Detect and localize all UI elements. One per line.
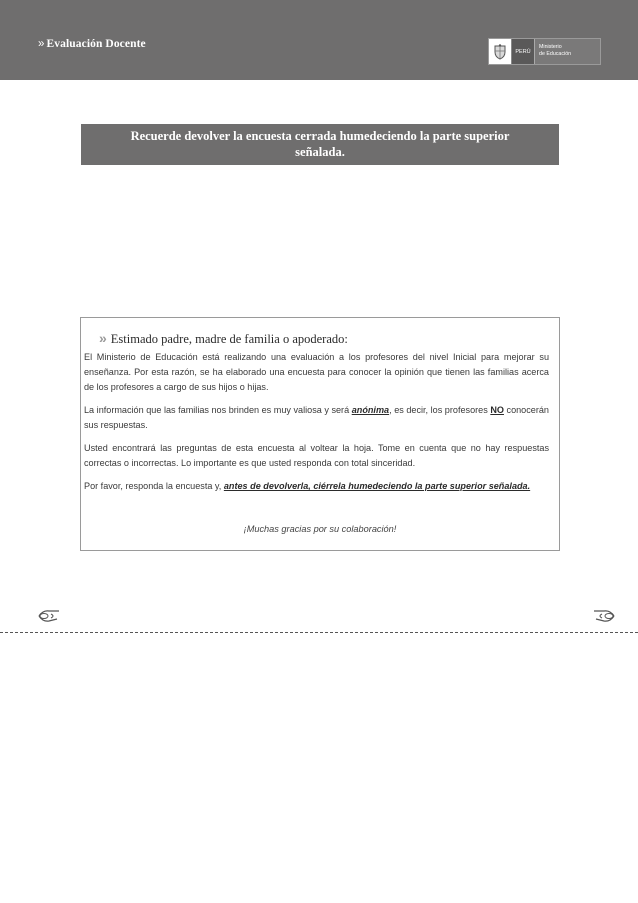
section-title-text: Evaluación Docente — [46, 38, 146, 50]
text-segment: Por favor, responda la encuesta y, — [84, 481, 224, 491]
notice-line-1: Recuerde devolver la encuesta cerrada humedeciendo la parte superior — [130, 129, 510, 143]
no-emphasis: NO — [490, 405, 504, 415]
scissors-icon — [37, 607, 61, 625]
coat-of-arms-icon — [489, 39, 511, 64]
country-label: PERÚ — [511, 39, 534, 64]
ministry-logo — [488, 38, 601, 65]
return-emphasis: antes de devolverla, ciérrela humedeciendo la parte superior señalada. — [223, 481, 531, 491]
paragraph-intro: El Ministerio de Educación está realizando una evaluación a los profesores del nivel Inicial para mejorar su enseñanza. Por esta razón, se ha elaborado una encuesta para conocer la opinión que tienen las familias acerca de los profesores a cargo de sus hijos o hijas. — [84, 352, 549, 392]
letter-box — [80, 317, 560, 551]
thanks-line: ¡Muchas gracias por su colaboración! — [243, 524, 397, 534]
letter-heading — [99, 330, 348, 347]
text-segment: conocerán sus respuestas. — [84, 405, 549, 430]
scissors-icon — [592, 607, 616, 625]
anonymous-emphasis: anónima — [351, 405, 390, 415]
cut-line — [0, 632, 638, 633]
ministry-line-1: Ministerio — [539, 44, 562, 50]
letter-heading-text: Estimado padre, madre de familia o apoderado: — [110, 332, 348, 346]
chevron-icon: » — [38, 38, 45, 50]
text-segment: , es decir, los profesores — [389, 405, 491, 415]
chevron-icon: » — [99, 330, 107, 346]
text-segment: La información que las familias nos brinden es muy valiosa y será — [84, 405, 352, 415]
section-title — [38, 38, 146, 50]
paragraph-anonymity — [84, 403, 549, 433]
notice-line-2: señalada. — [295, 145, 345, 159]
return-notice-banner — [81, 124, 559, 165]
ministry-label — [534, 39, 600, 64]
page-header — [0, 0, 638, 80]
paragraph-return — [84, 479, 549, 494]
paragraph-instructions: Usted encontrará las preguntas de esta encuesta al voltear la hoja. Tome en cuenta que no hay respuestas correctas o incorrectas. Lo importante es que usted responda con total sinceridad. — [84, 443, 549, 468]
ministry-line-2: de Educación — [539, 51, 572, 57]
